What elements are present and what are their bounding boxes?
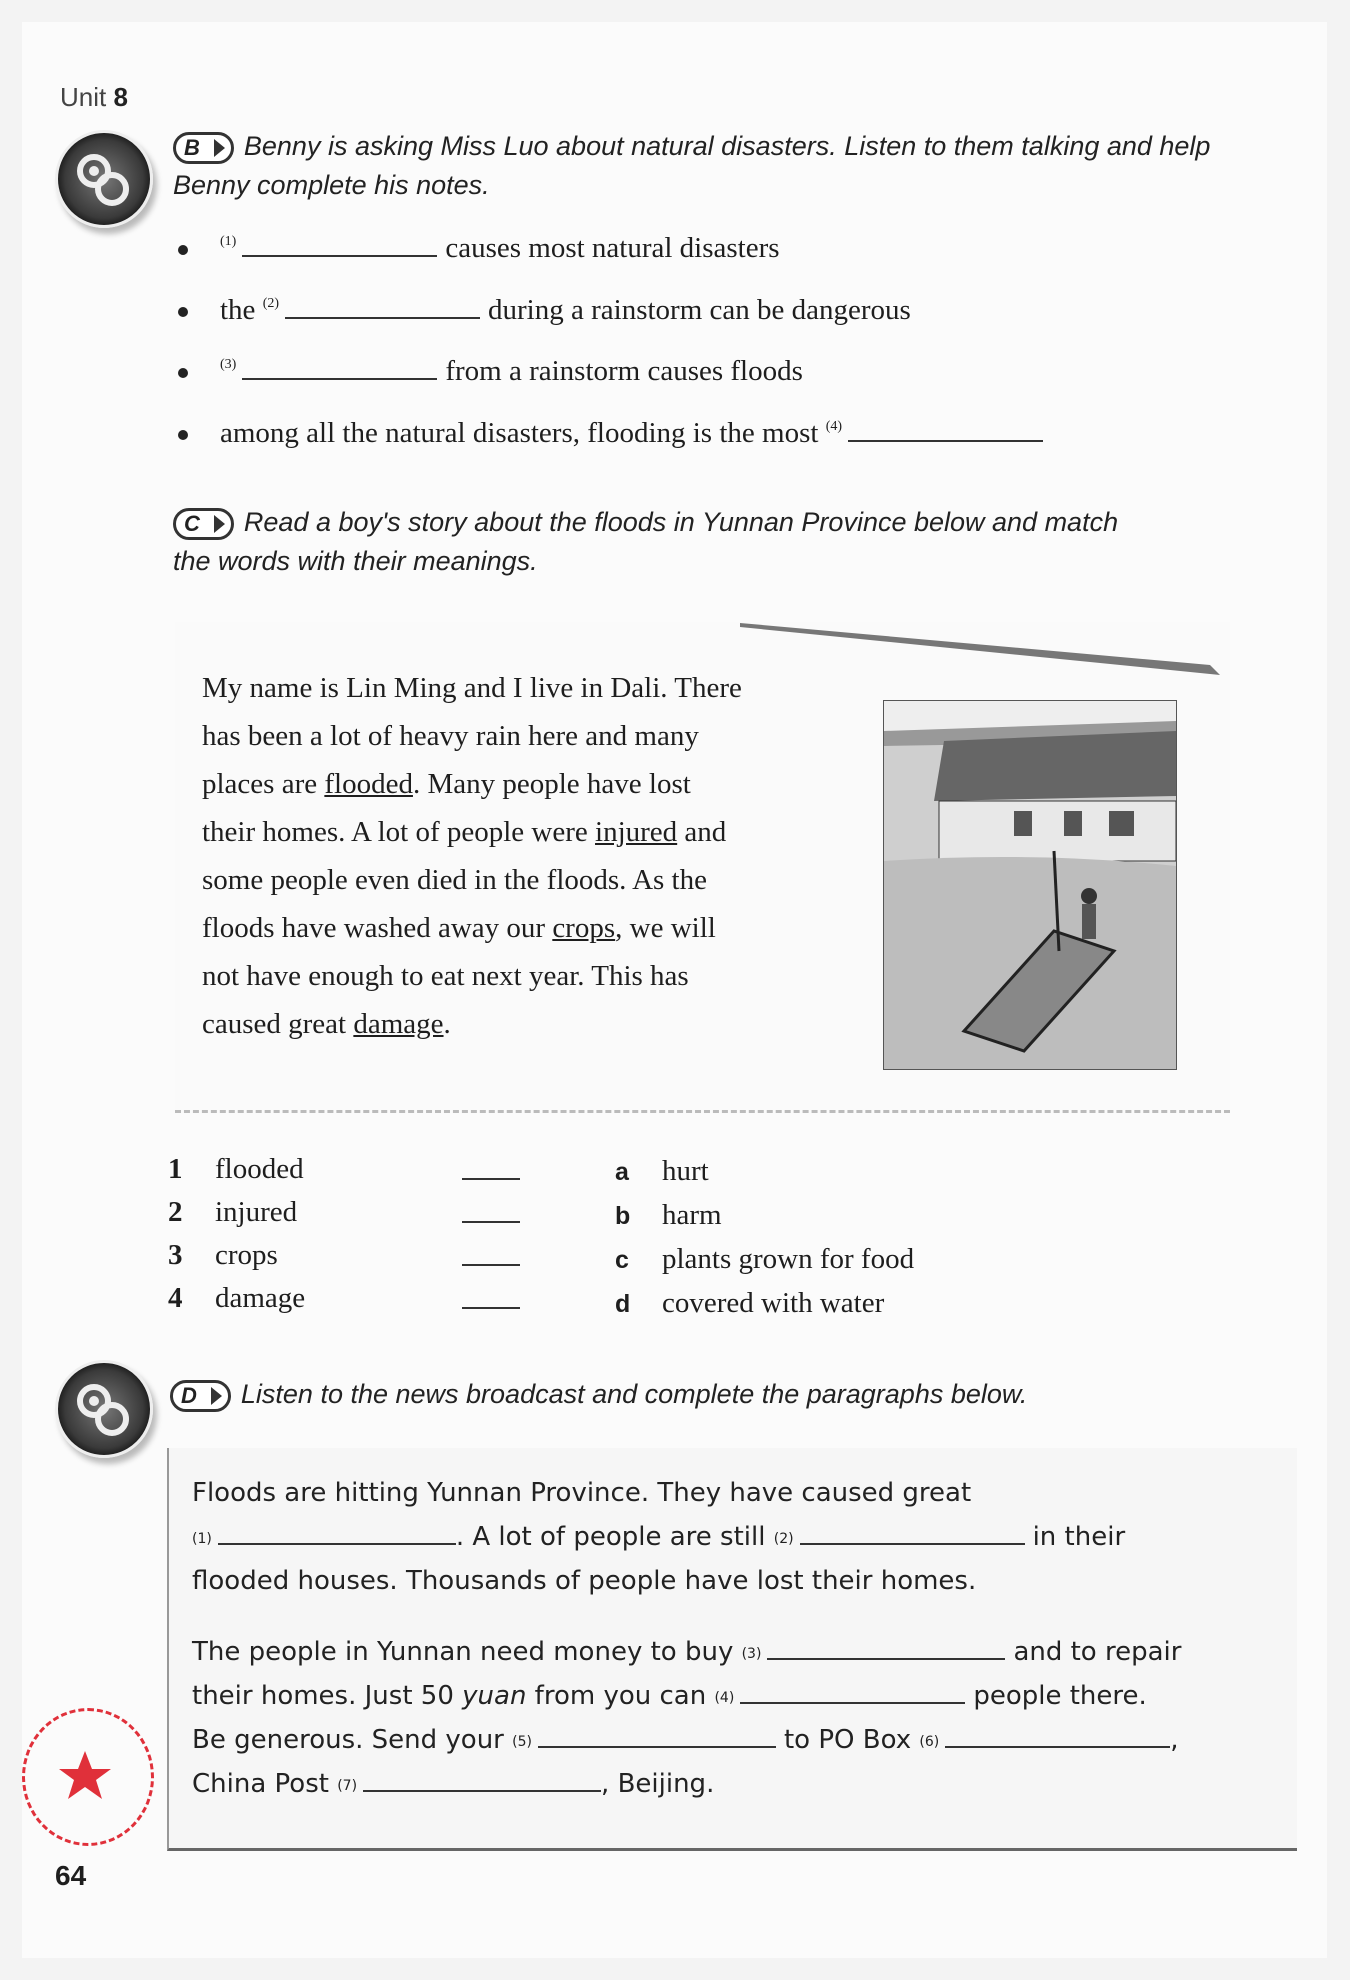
section-c-instruction: C Read a boy's story about the floods in Yunnan Province below and match the words with their meanings. xyxy=(173,507,1119,576)
unit-heading xyxy=(60,82,128,113)
news-blank-4[interactable] xyxy=(740,1680,965,1704)
section-b-badge: B xyxy=(173,132,234,164)
meaning-item-c: c plants grown for food xyxy=(615,1243,915,1275)
unit-label: Unit xyxy=(60,82,107,112)
play-icon xyxy=(214,139,225,157)
section-b-instruction: B Benny is asking Miss Luo about natural disasters. Listen to them talking and help Benny complete his notes. xyxy=(173,131,1211,200)
news-blank-3[interactable] xyxy=(767,1636,1005,1660)
meaning-item-b: b harm xyxy=(615,1199,722,1231)
page-number: 64 xyxy=(55,1860,87,1891)
flood-illustration xyxy=(883,700,1177,1070)
news-blank-7[interactable] xyxy=(363,1768,601,1792)
answer-blank-2[interactable] xyxy=(285,295,480,319)
library-stamp xyxy=(22,1708,154,1846)
news-blank-6[interactable] xyxy=(945,1724,1170,1748)
audio-cd-icon xyxy=(55,130,153,228)
audio-cd-icon xyxy=(55,1360,153,1458)
word-list xyxy=(168,1148,305,1320)
word-item-3: 3 crops xyxy=(168,1239,278,1271)
answer-blank-4[interactable] xyxy=(848,418,1043,442)
answer-blank-3[interactable] xyxy=(242,356,437,380)
section-c-badge: C xyxy=(173,508,234,540)
news-blank-5[interactable] xyxy=(538,1724,776,1748)
news-blank-1[interactable] xyxy=(218,1521,456,1545)
section-d-badge: D xyxy=(170,1380,231,1412)
play-icon xyxy=(211,1387,222,1405)
meaning-item-d: d covered with water xyxy=(615,1287,885,1319)
word-item-1: 1 flooded xyxy=(168,1153,304,1185)
meaning-item-a: a hurt xyxy=(615,1155,709,1187)
news-blank-2[interactable] xyxy=(800,1521,1025,1545)
match-blank-1[interactable] xyxy=(462,1178,520,1180)
match-blank-2[interactable] xyxy=(462,1221,520,1223)
news-paragraph-2: The people in Yunnan need money to buy $^{(3)}$ and to repair their homes. Just 50 yuan from you can $^{(4)}$ people there. Be generous. Send your $^{(5)}$ to PO Box $^{(6)}$ , China Post $^{(7)}$ , Beijing. xyxy=(192,1637,1182,1799)
page-curl-decoration xyxy=(740,615,1230,675)
match-blank-3[interactable] xyxy=(462,1264,520,1266)
match-blank-4[interactable] xyxy=(462,1307,520,1309)
answer-blank-1[interactable] xyxy=(242,233,437,257)
word-item-4: 4 damage xyxy=(168,1282,306,1314)
play-icon xyxy=(214,515,225,533)
unit-number: 8 xyxy=(113,82,128,112)
meaning-list xyxy=(615,1150,914,1326)
news-paragraph-1: Floods are hitting Yunnan Province. They have caused great $^{(1)}$ . A lot of people are still $^{(2)}$ in their flooded houses. Thousands of people have lost their homes. xyxy=(192,1478,1126,1596)
section-d-instruction: D Listen to the news broadcast and complete the paragraphs below. xyxy=(170,1375,1027,1414)
word-item-2: 2 injured xyxy=(168,1196,298,1228)
story-text: My name is Lin Ming and I live in Dali. There has been a lot of heavy rain here and many places are flooded. Many people have lost their homes. A lot of people were injured and some people even died in the floods. As the floods have washed away our crops, we will not have enough to eat next year. This has caused great damage. xyxy=(202,672,742,1040)
